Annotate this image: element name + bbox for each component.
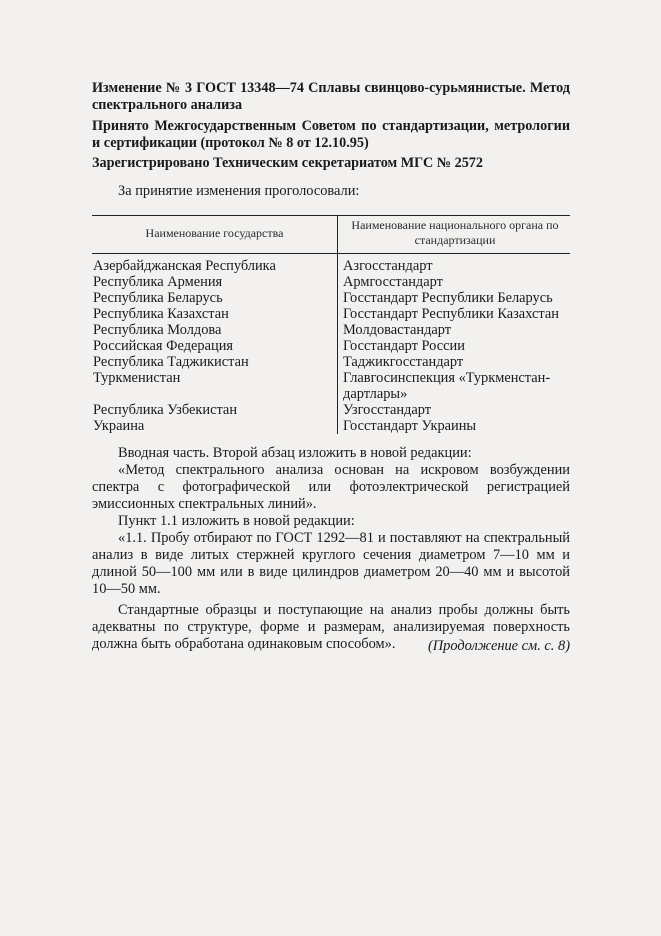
body-paragraph: Вводная часть. Второй абзац изложить в новой редакции: <box>118 445 472 461</box>
body-paragraph: «1.1. Пробу отбирают по ГОСТ 1292—81 и поставляют на спектральный анализ в виде литых стержней круглого сечения диаметром 7—10 мм и длиной 50—100 мм или в виде цилиндров диаметром 20—40 мм и высотой 10—50 мм. <box>92 530 570 597</box>
body-paragraph: Стандартные образцы и поступающие на анализ пробы должны быть адекватны по структуре, форме и размерам, анализируемая поверхность должна быть обработана одинаковым способом». <box>92 602 570 652</box>
amendment-title: Изменение № 3 ГОСТ 13348—74 Сплавы свинцово-сурьмянистые. Метод спектрального анализа <box>92 80 570 113</box>
table-cell-org: Главгосинспекция «Туркменстан- <box>343 370 551 386</box>
table-cell-country: Украина <box>93 418 145 434</box>
table-top-rule <box>92 215 570 216</box>
table-cell-country: Туркменистан <box>93 370 181 386</box>
table-cell-org: Госстандарт Республики Казахстан <box>343 306 559 322</box>
body-paragraph: Пункт 1.1 изложить в новой редакции: <box>118 513 355 529</box>
table-cell-org: Азгосстандарт <box>343 258 433 274</box>
table-cell-country: Республика Армения <box>93 274 223 290</box>
table-cell-country: Республика Беларусь <box>93 290 223 306</box>
table-cell-country: Республика Молдова <box>93 322 222 338</box>
table-cell-country: Республика Узбекистан <box>93 402 238 418</box>
approval-statement: Принято Межгосударственным Советом по стандартизации, метрологии и сертификации (протокол № 8 от 12.10.95) <box>92 118 570 151</box>
table-cell-org: Госстандарт Украины <box>343 418 477 434</box>
table-cell-org: Таджикгосстандарт <box>343 354 464 370</box>
table-cell-org-continuation: дартлары» <box>343 386 408 402</box>
table-header-country: Наименование государства <box>145 226 284 240</box>
table-column-divider <box>337 215 338 434</box>
registration-statement: Зарегистрировано Техническим секретариатом МГС № 2572 <box>92 155 483 171</box>
table-cell-country: Азербайджанская Республика <box>93 258 276 274</box>
table-cell-org: Госстандарт России <box>343 338 465 354</box>
table-header-rule <box>92 253 570 254</box>
table-cell-org: Госстандарт Республики Беларусь <box>343 290 553 306</box>
table-cell-org: Узгосстандарт <box>343 402 432 418</box>
table-cell-org: Армгосстандарт <box>343 274 443 290</box>
table-cell-org: Молдовастандарт <box>343 322 452 338</box>
table-cell-country: Республика Таджикистан <box>93 354 249 370</box>
amendment-body <box>92 445 570 653</box>
vote-intro: За принятие изменения проголосовали: <box>118 183 360 199</box>
continuation-note: (Продолжение см. с. 8) <box>427 638 570 654</box>
body-paragraph: «Метод спектрального анализа основан на искровом возбуждении спектра с фотографической или фотоэлектрической регистрацией эмиссионных спектральных линий». <box>92 462 570 512</box>
table-cell-country: Республика Казахстан <box>93 306 229 322</box>
table-header-org: Наименование национального органа по стандартизации <box>351 218 559 247</box>
table-cell-country: Российская Федерация <box>93 338 234 354</box>
